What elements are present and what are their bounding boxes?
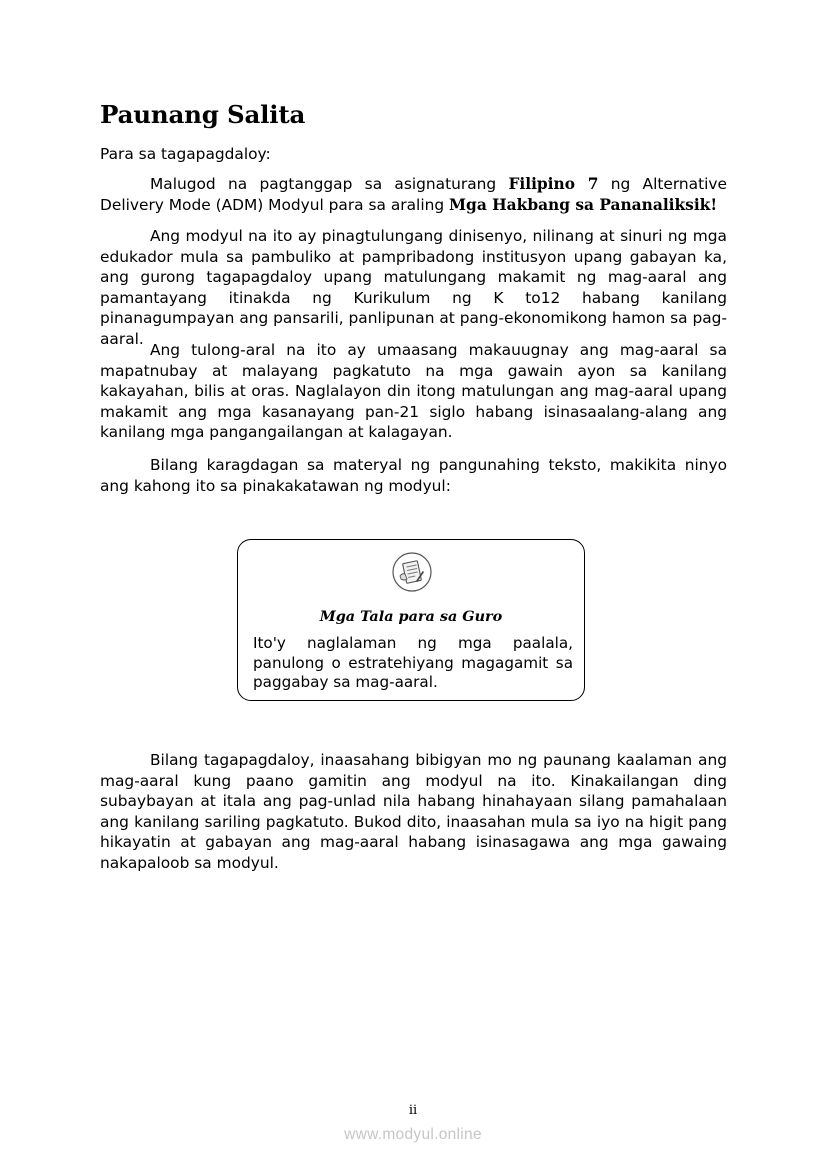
teacher-notes-box (237, 539, 585, 701)
page-title: Paunang Salita (100, 100, 306, 129)
paragraph-supplement: Bilang karagdagan sa materyal ng pangunahing teksto, makikita ninyo ang kahong ito sa pinakakatawan ng modyul: (100, 456, 727, 495)
teacher-notes-title: Mga Tala para sa Guro (319, 608, 503, 625)
paragraph-learning-aid: Ang tulong-aral na ito ay umaasang makauugnay ang mag-aaral sa mapatnubay at malayang pagkatuto na mga gawain ayon sa kanilang kakayahan, bilis at oras. Naglalayon din itong matulungan ang mag-aaral upang makamit ang mga kasanayang pan-21 siglo habang isinasaalang-alang ang kanilang mga pangangailangan at kalagayan. (100, 341, 727, 442)
intro-text-2: ng Alternative Delivery Mode (ADM) Modyul para sa araling (100, 175, 727, 214)
paragraph-module-design: Ang modyul na ito ay pinagtulungang dinisenyo, nilinang at sinuri ng mga edukador mula sa pambuliko at pampribadong institusyon upang gabayan ka, ang gurong tagapagdaloy upang matulungang makamit ng mag-aaral ang pamantayang itinakda ng Kurikulum ng K to12 habang kanilang pinanagumpayan ang pansarili, panlipunan at pang-ekonomikong hamon sa pag-aaral. (100, 227, 728, 348)
paragraph-facilitator-role: Bilang tagapagdaloy, inaasahang bibigyan mo ng paunang kaalaman ang mag-aaral kung paano gamitin ang modyul na ito. Kinakailangan ding subaybayan at itala ang pag-unlad nila habang hinahayaan silang pamahalaan ang kanilang sariling pagkatuto. Bukod dito, inaasahan mula sa iyo na higit pang hikayatin at gabayan ang mag-aaral habang isinasagawa ang mga gawaing nakapaloob sa modyul. (100, 751, 727, 872)
intro-text-1: Malugod na pagtanggap sa asignaturang (150, 175, 509, 193)
page-number: ii (408, 1103, 418, 1118)
subject-name: Filipino 7 (508, 175, 599, 193)
lesson-title: Mga Hakbang sa Pananaliksik! (449, 195, 718, 214)
teacher-notes-description: Ito'y naglalaman ng mga paalala, panulong o estratehiyang magagamit sa paggabay sa mag-aaral. (253, 634, 573, 692)
salutation: Para sa tagapagdaloy: (100, 145, 271, 163)
paragraph-intro (100, 174, 727, 215)
site-watermark: www.modyul.online (344, 1126, 482, 1143)
teacher-notes-icon (392, 552, 432, 592)
